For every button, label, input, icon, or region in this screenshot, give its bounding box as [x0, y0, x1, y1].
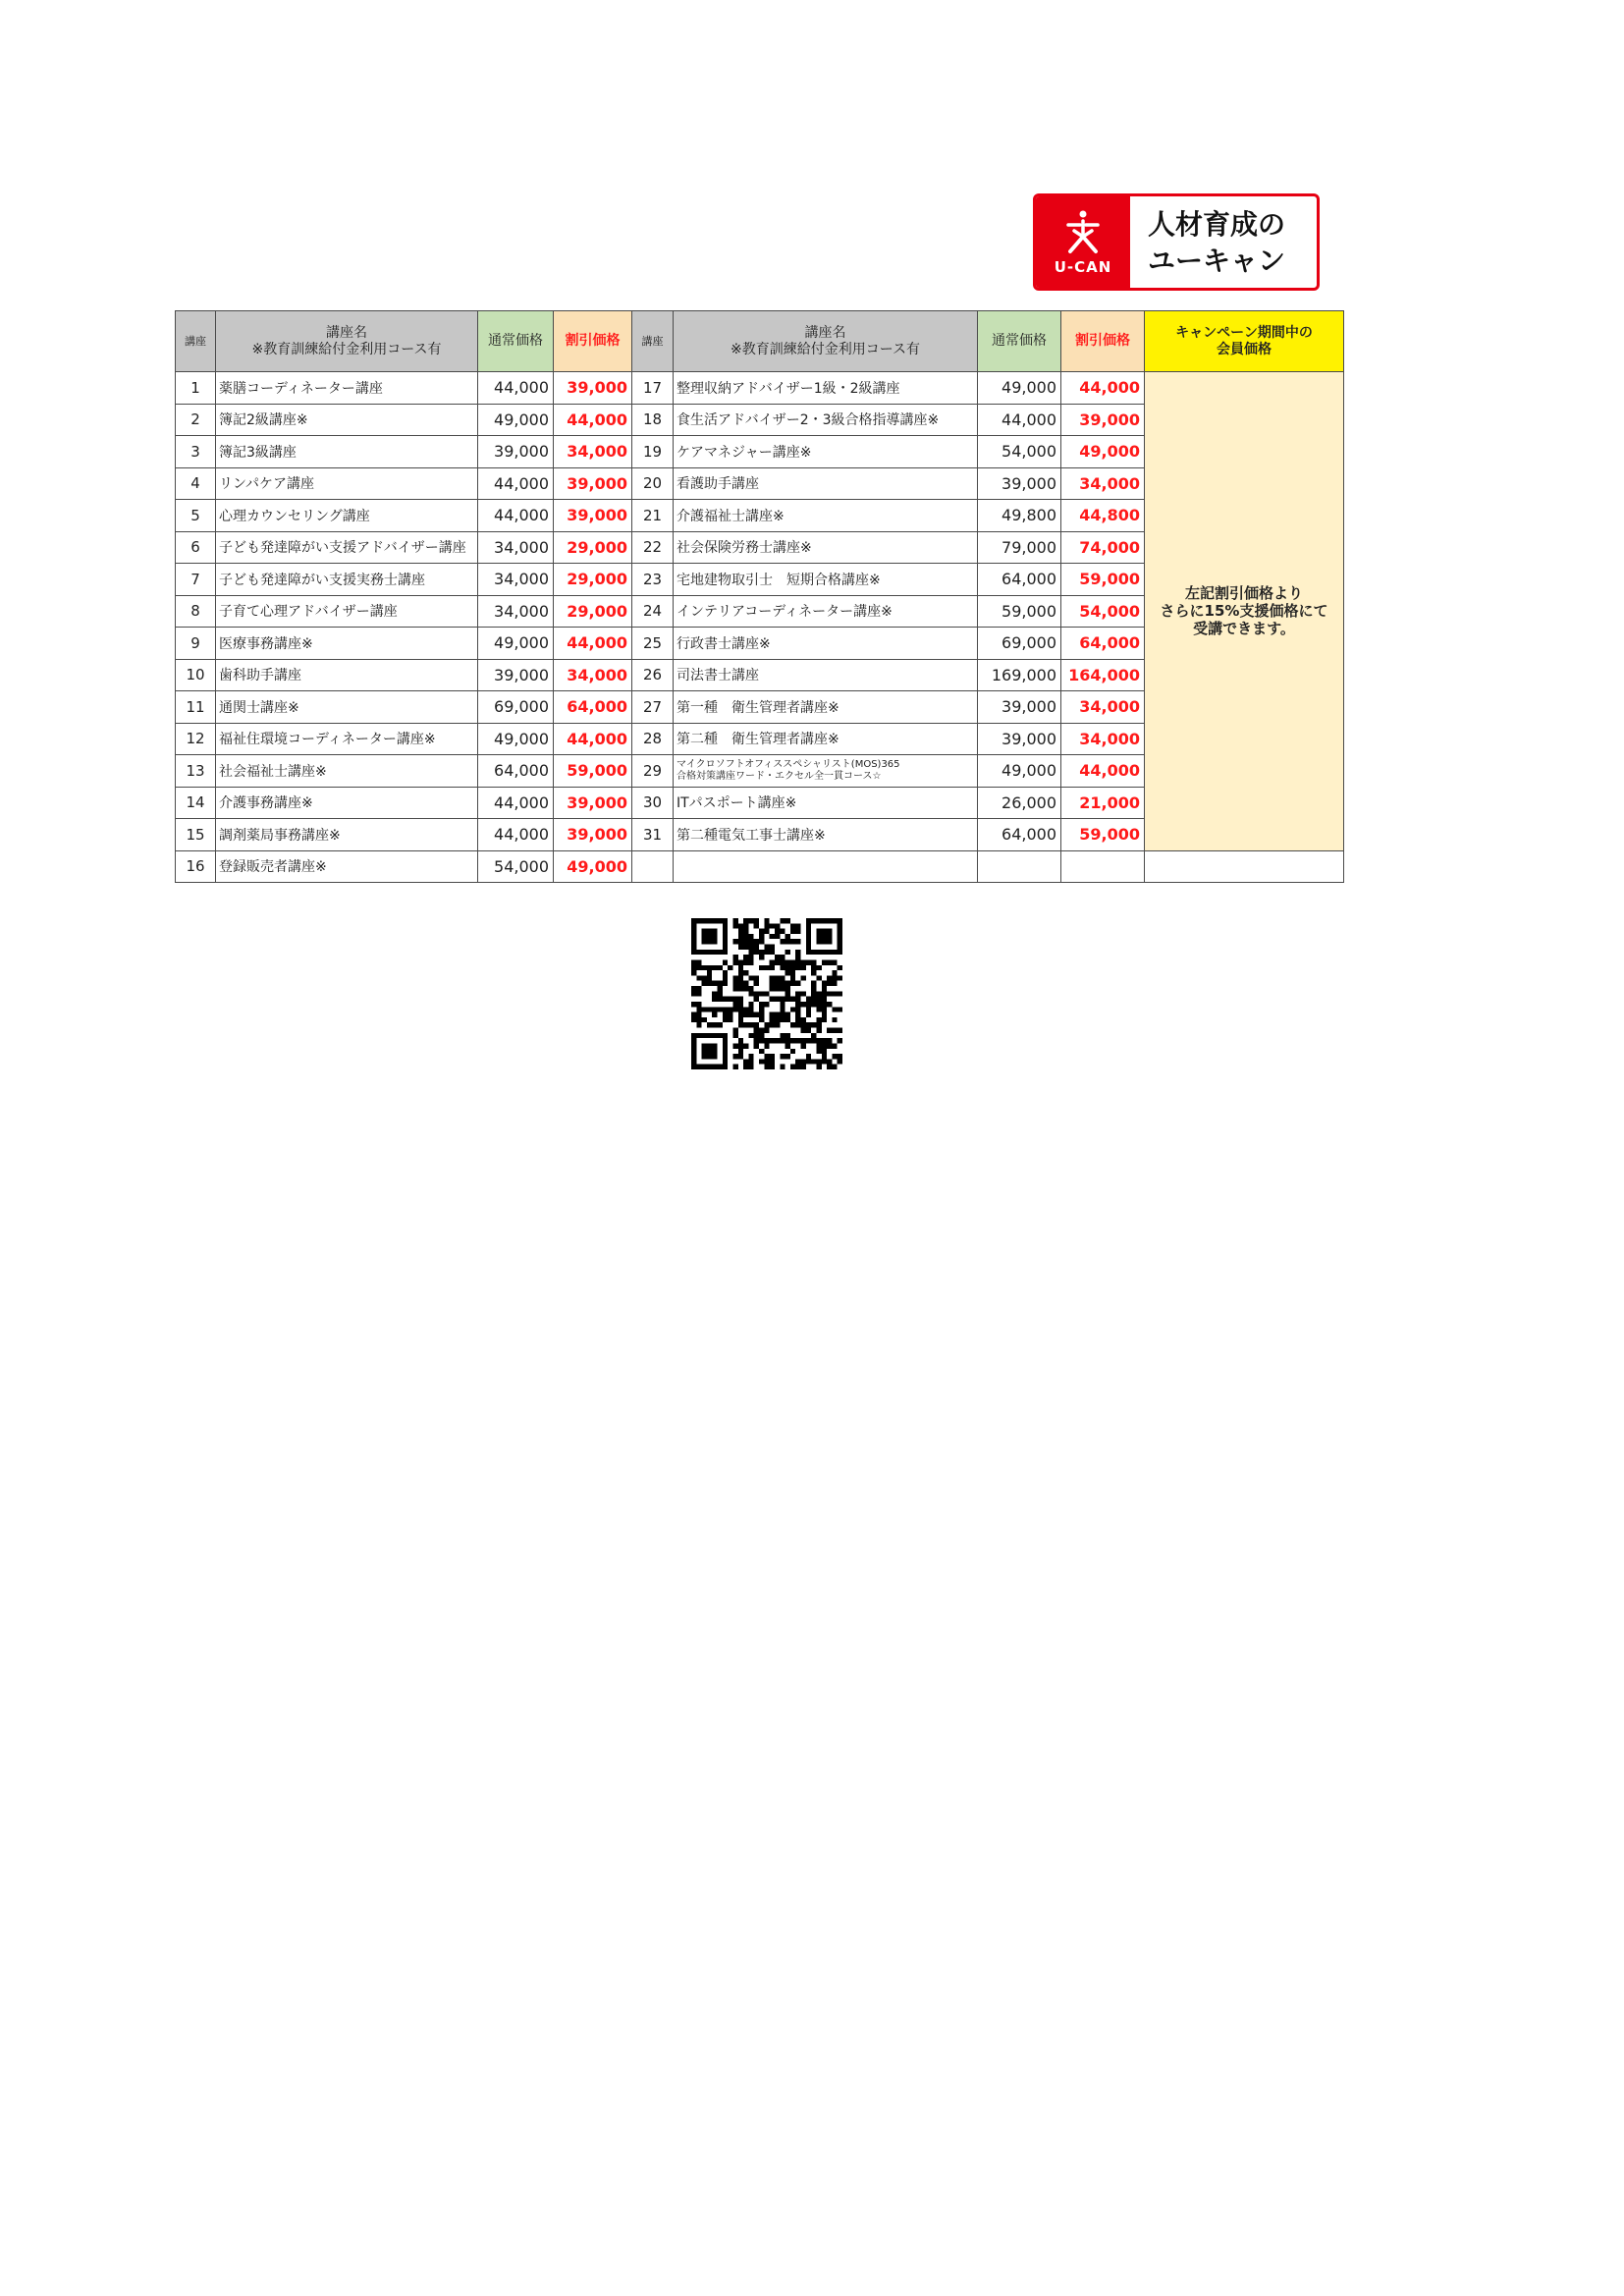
course-number: 28	[632, 723, 674, 755]
course-number: 24	[632, 595, 674, 628]
regular-price: 44,000	[478, 787, 554, 819]
course-number: 9	[176, 628, 216, 660]
regular-price: 69,000	[978, 628, 1061, 660]
discount-price: 34,000	[554, 659, 632, 691]
header-campaign-line2: 会員価格	[1217, 341, 1272, 357]
course-name-line2: 合格対策講座ワード・エクセル全一貫コース☆	[677, 770, 882, 782]
course-number: 1	[176, 372, 216, 405]
regular-price: 39,000	[478, 659, 554, 691]
discount-price: 54,000	[1061, 595, 1145, 628]
ucan-logo	[1033, 193, 1320, 291]
course-number: 2	[176, 404, 216, 436]
header-no-left: 講座	[176, 311, 216, 372]
course-number: 18	[632, 404, 674, 436]
regular-price: 64,000	[478, 755, 554, 788]
header-name-line1: 講座名	[326, 324, 367, 341]
discount-price: 39,000	[554, 819, 632, 851]
course-name: 福祉住環境コーディネーター講座※	[216, 723, 478, 755]
regular-price: 169,000	[978, 659, 1061, 691]
course-number: 22	[632, 531, 674, 564]
discount-price: 29,000	[554, 564, 632, 596]
regular-price: 26,000	[978, 787, 1061, 819]
course-name: 医療事務講座※	[216, 628, 478, 660]
course-number	[632, 850, 674, 883]
regular-price: 34,000	[478, 595, 554, 628]
ucan-emblem-icon	[1060, 209, 1106, 254]
campaign-note-line: さらに15%支援価格にて	[1160, 602, 1328, 621]
course-price-table	[175, 310, 1344, 883]
course-name: 薬膳コーディネーター講座	[216, 372, 478, 405]
header-name-right	[674, 311, 978, 372]
discount-price: 44,000	[554, 723, 632, 755]
course-name: 社会福祉士講座※	[216, 755, 478, 788]
regular-price: 39,000	[478, 436, 554, 468]
course-name: 行政書士講座※	[674, 628, 978, 660]
discount-price: 39,000	[1061, 404, 1145, 436]
course-name: 心理カウンセリング講座	[216, 500, 478, 532]
ucan-tagline-line2: ユーキャン	[1148, 244, 1286, 277]
course-number: 27	[632, 691, 674, 724]
course-name: 社会保険労務士講座※	[674, 531, 978, 564]
discount-price: 74,000	[1061, 531, 1145, 564]
ucan-logo-mark	[1036, 196, 1130, 288]
course-name	[674, 850, 978, 883]
regular-price: 39,000	[978, 723, 1061, 755]
course-number: 8	[176, 595, 216, 628]
discount-price: 59,000	[1061, 819, 1145, 851]
header-name-line2: ※教育訓練給付金利用コース有	[730, 341, 921, 357]
course-table-body	[176, 372, 1344, 883]
discount-price: 34,000	[554, 436, 632, 468]
regular-price: 59,000	[978, 595, 1061, 628]
course-name: 第二種 衛生管理者講座※	[674, 723, 978, 755]
discount-price: 44,800	[1061, 500, 1145, 532]
header-discount-right: 割引価格	[1061, 311, 1145, 372]
ucan-tagline	[1130, 196, 1317, 288]
header-regular-right: 通常価格	[978, 311, 1061, 372]
course-name: 登録販売者講座※	[216, 850, 478, 883]
table-row	[176, 372, 1344, 405]
course-number: 23	[632, 564, 674, 596]
campaign-note-line: 受講できます。	[1193, 620, 1295, 638]
course-number: 20	[632, 467, 674, 500]
regular-price: 49,800	[978, 500, 1061, 532]
course-number: 7	[176, 564, 216, 596]
course-name: 歯科助手講座	[216, 659, 478, 691]
regular-price: 54,000	[978, 436, 1061, 468]
table-header-row	[176, 311, 1344, 372]
header-no-right: 講座	[632, 311, 674, 372]
course-number: 14	[176, 787, 216, 819]
regular-price: 34,000	[478, 564, 554, 596]
discount-price: 64,000	[554, 691, 632, 724]
course-name: 整理収納アドバイザー1級・2級講座	[674, 372, 978, 405]
course-name: 簿記2級講座※	[216, 404, 478, 436]
course-number: 26	[632, 659, 674, 691]
course-name: インテリアコーディネーター講座※	[674, 595, 978, 628]
discount-price: 39,000	[554, 467, 632, 500]
discount-price: 44,000	[554, 628, 632, 660]
course-number: 19	[632, 436, 674, 468]
course-name: 食生活アドバイザー2・3級合格指導講座※	[674, 404, 978, 436]
regular-price: 79,000	[978, 531, 1061, 564]
regular-price: 49,000	[478, 723, 554, 755]
discount-price: 164,000	[1061, 659, 1145, 691]
regular-price: 69,000	[478, 691, 554, 724]
regular-price: 39,000	[978, 691, 1061, 724]
course-number: 30	[632, 787, 674, 819]
header-name-line2: ※教育訓練給付金利用コース有	[251, 341, 442, 357]
course-number: 3	[176, 436, 216, 468]
course-name: 調剤薬局事務講座※	[216, 819, 478, 851]
course-number: 25	[632, 628, 674, 660]
header-regular-left: 通常価格	[478, 311, 554, 372]
regular-price: 49,000	[978, 372, 1061, 405]
course-number: 13	[176, 755, 216, 788]
header-discount-left: 割引価格	[554, 311, 632, 372]
course-name: ITパスポート講座※	[674, 787, 978, 819]
course-name: 介護福祉士講座※	[674, 500, 978, 532]
course-name: 第一種 衛生管理者講座※	[674, 691, 978, 724]
course-name: 宅地建物取引士 短期合格講座※	[674, 564, 978, 596]
course-name-line1: マイクロソフトオフィススペシャリスト(MOS)365	[677, 758, 900, 770]
regular-price: 49,000	[478, 404, 554, 436]
discount-price: 34,000	[1061, 691, 1145, 724]
regular-price: 49,000	[978, 755, 1061, 788]
regular-price: 44,000	[478, 467, 554, 500]
course-name: 子ども発達障がい支援アドバイザー講座	[216, 531, 478, 564]
header-campaign-line1: キャンペーン期間中の	[1175, 324, 1313, 341]
discount-price: 21,000	[1061, 787, 1145, 819]
course-name: 看護助手講座	[674, 467, 978, 500]
course-number: 5	[176, 500, 216, 532]
course-number: 15	[176, 819, 216, 851]
regular-price	[978, 850, 1061, 883]
ucan-tagline-line1: 人材育成の	[1148, 207, 1286, 241]
course-name: ケアマネジャー講座※	[674, 436, 978, 468]
course-name: 通関士講座※	[216, 691, 478, 724]
discount-price: 59,000	[554, 755, 632, 788]
table-row	[176, 850, 1344, 883]
discount-price: 44,000	[1061, 372, 1145, 405]
header-name-left	[216, 311, 478, 372]
course-number: 4	[176, 467, 216, 500]
campaign-note-line: 左記割引価格より	[1184, 584, 1303, 603]
discount-price: 44,000	[1061, 755, 1145, 788]
course-number: 31	[632, 819, 674, 851]
regular-price: 44,000	[478, 819, 554, 851]
discount-price: 44,000	[554, 404, 632, 436]
discount-price: 49,000	[1061, 436, 1145, 468]
header-name-line1: 講座名	[804, 324, 846, 341]
course-name	[674, 755, 978, 788]
ucan-brand-text: U-CAN	[1054, 257, 1112, 276]
discount-price: 29,000	[554, 595, 632, 628]
regular-price: 34,000	[478, 531, 554, 564]
course-name: 司法書士講座	[674, 659, 978, 691]
empty-cell	[1145, 850, 1344, 883]
regular-price: 44,000	[978, 404, 1061, 436]
discount-price: 34,000	[1061, 723, 1145, 755]
campaign-note	[1145, 372, 1344, 851]
course-name: 子育て心理アドバイザー講座	[216, 595, 478, 628]
discount-price: 59,000	[1061, 564, 1145, 596]
regular-price: 64,000	[978, 564, 1061, 596]
qr-code-icon	[691, 918, 842, 1069]
course-number: 16	[176, 850, 216, 883]
regular-price: 44,000	[478, 500, 554, 532]
course-number: 17	[632, 372, 674, 405]
course-number: 12	[176, 723, 216, 755]
regular-price: 49,000	[478, 628, 554, 660]
course-number: 21	[632, 500, 674, 532]
discount-price: 39,000	[554, 500, 632, 532]
regular-price: 39,000	[978, 467, 1061, 500]
course-name: 簿記3級講座	[216, 436, 478, 468]
course-number: 29	[632, 755, 674, 788]
regular-price: 54,000	[478, 850, 554, 883]
discount-price: 34,000	[1061, 467, 1145, 500]
discount-price: 39,000	[554, 787, 632, 819]
course-number: 11	[176, 691, 216, 724]
discount-price	[1061, 850, 1145, 883]
discount-price: 49,000	[554, 850, 632, 883]
course-name: 子ども発達障がい支援実務士講座	[216, 564, 478, 596]
header-campaign	[1145, 311, 1344, 372]
regular-price: 44,000	[478, 372, 554, 405]
course-number: 6	[176, 531, 216, 564]
discount-price: 29,000	[554, 531, 632, 564]
course-name: 介護事務講座※	[216, 787, 478, 819]
course-name: 第二種電気工事士講座※	[674, 819, 978, 851]
course-name: リンパケア講座	[216, 467, 478, 500]
discount-price: 64,000	[1061, 628, 1145, 660]
regular-price: 64,000	[978, 819, 1061, 851]
course-number: 10	[176, 659, 216, 691]
discount-price: 39,000	[554, 372, 632, 405]
